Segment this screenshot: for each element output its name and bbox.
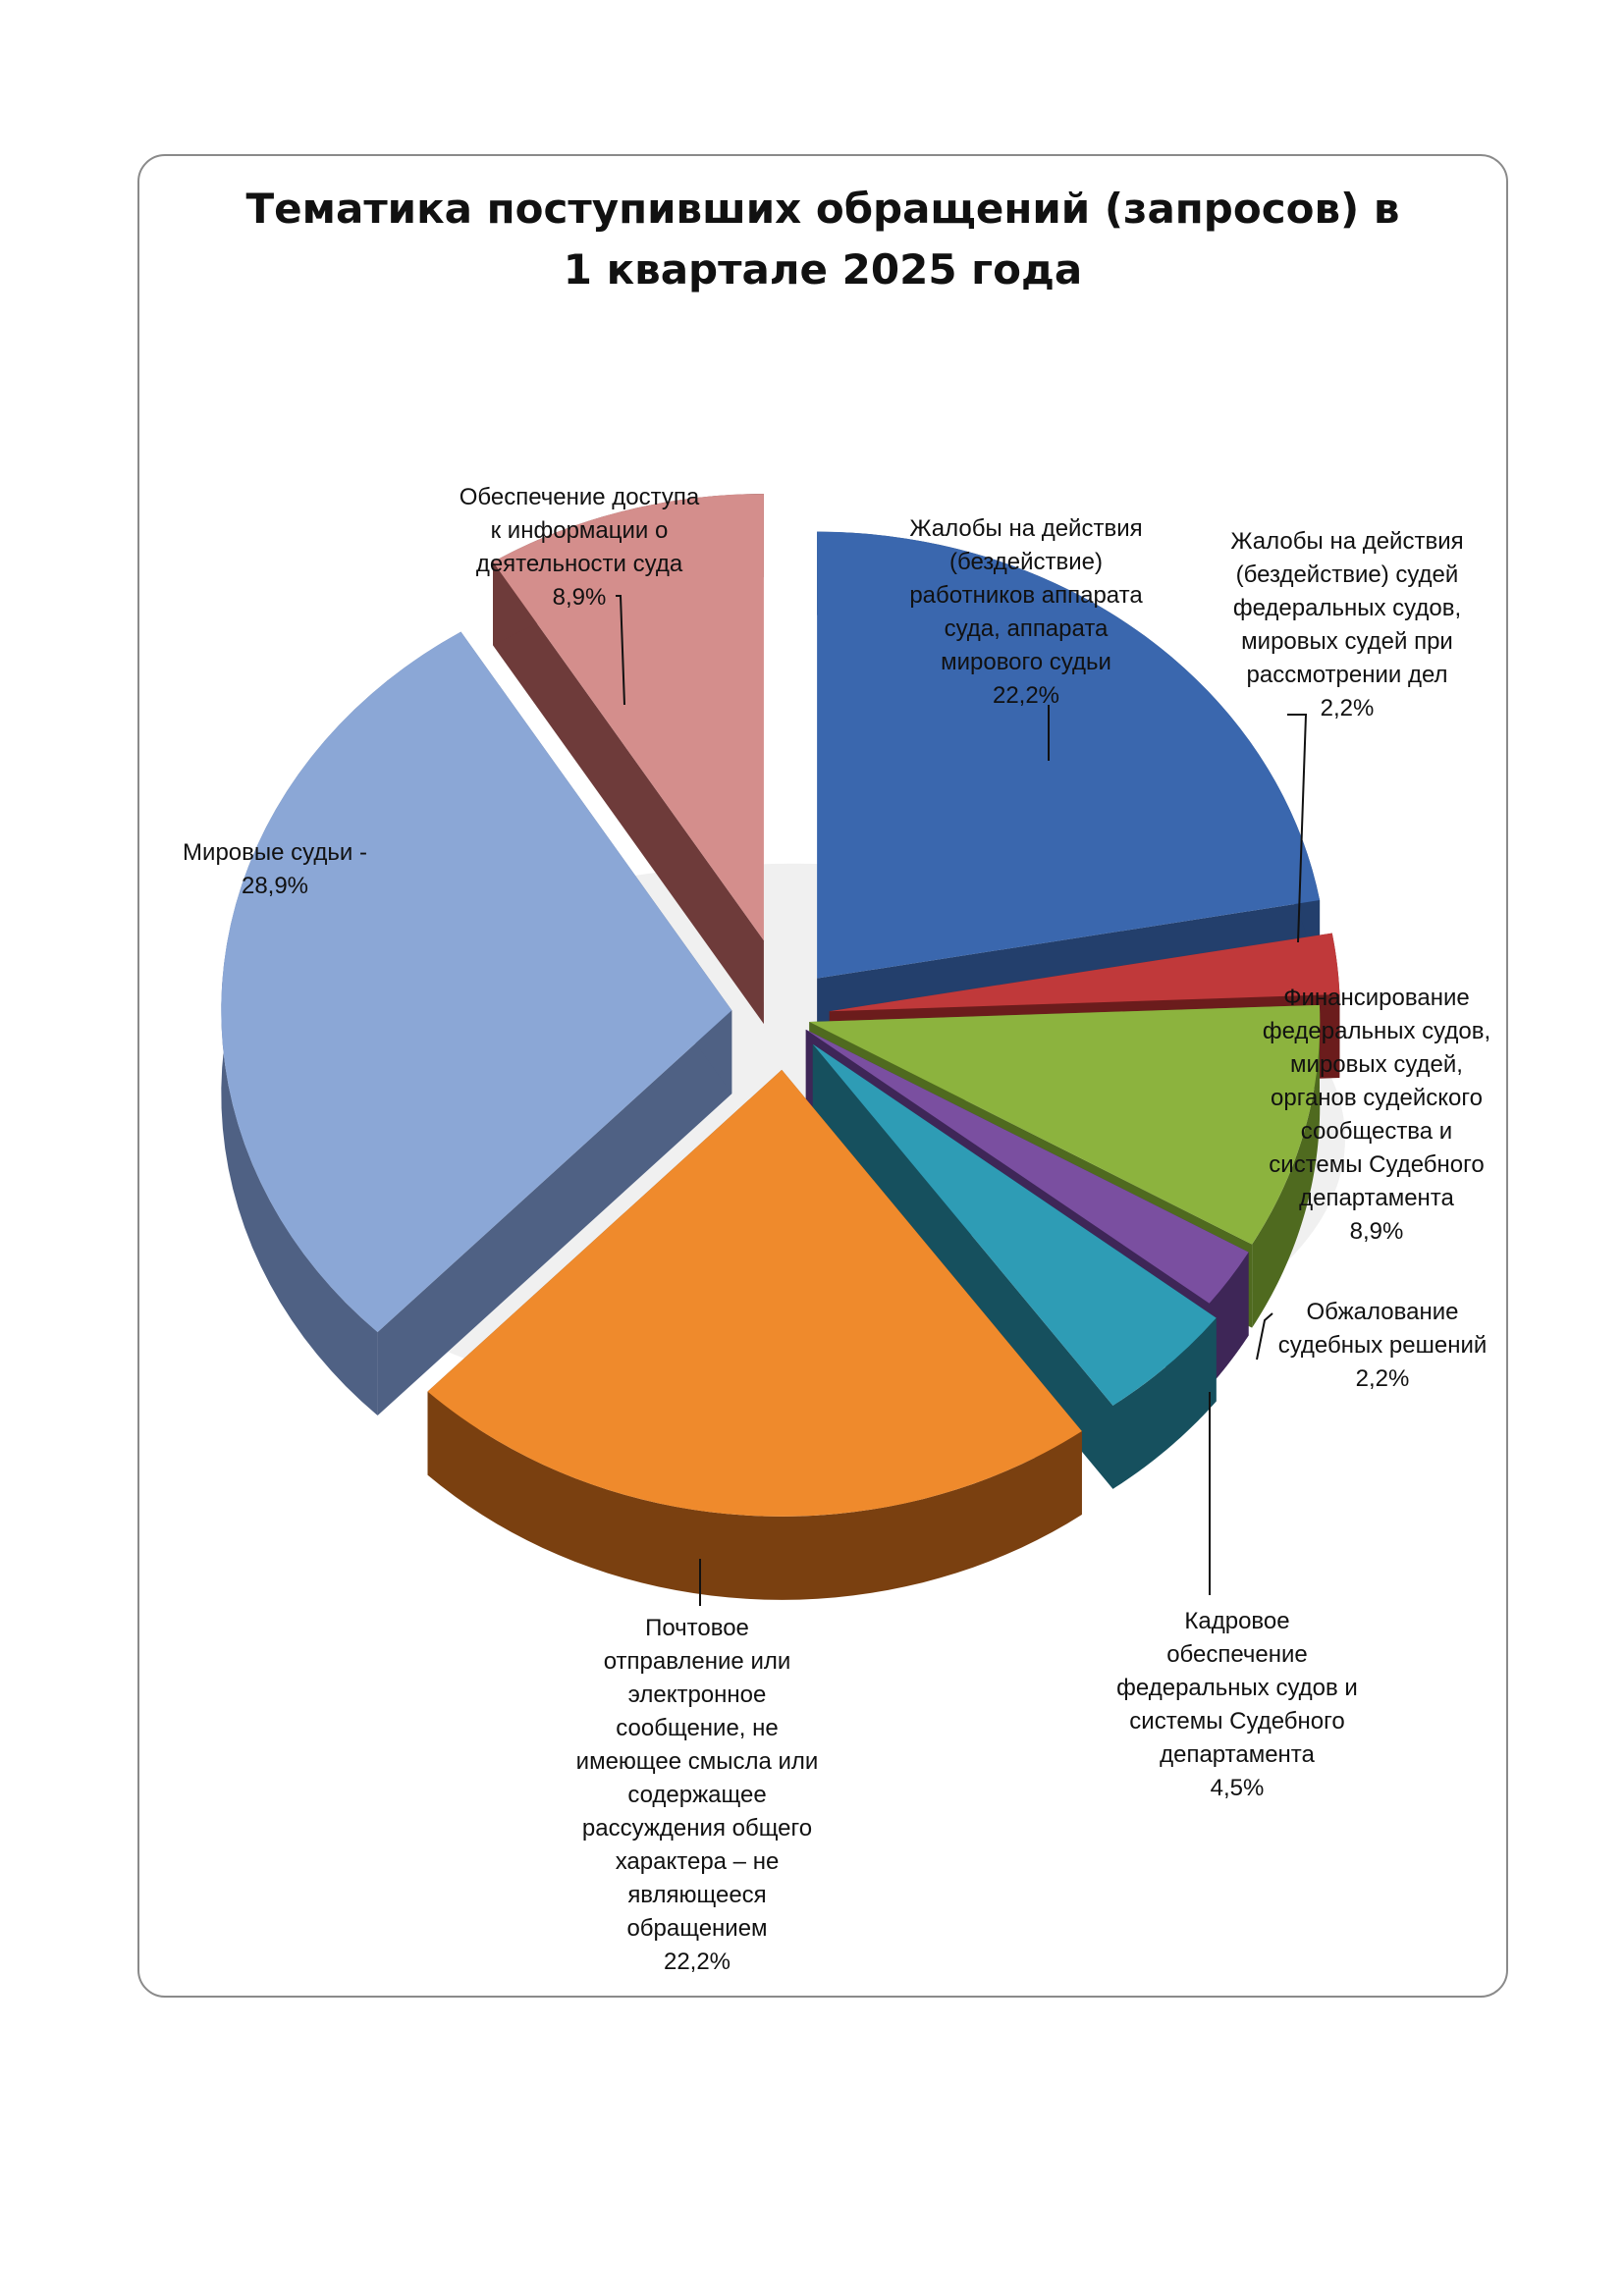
slice-value-label-3: 2,2% <box>1355 1365 1410 1392</box>
slice-label-3-line-1: судебных решений <box>1277 1332 1488 1359</box>
slice-label-3 <box>1255 1296 1510 1396</box>
slice-label-0-line-2: работников аппарата <box>909 582 1143 609</box>
slice-label-5-line-4: имеющее смысла или <box>575 1748 819 1775</box>
slice-label-1-line-3: мировых судей при <box>1241 628 1453 655</box>
slice-label-4-line-4: департамента <box>1160 1741 1315 1768</box>
slice-label-1-line-2: федеральных судов, <box>1232 595 1462 621</box>
slice-label-5-line-6: рассуждения общего <box>581 1815 813 1842</box>
slice-label-5-line-5: содержащее <box>627 1782 767 1808</box>
chart-title-line-2: 1 квартале 2025 года <box>563 245 1083 294</box>
slice-label-0-line-4: мирового судьи <box>941 649 1111 675</box>
slice-label-0-line-1: (бездействие) <box>948 549 1103 575</box>
slice-label-2-line-5: системы Судебного <box>1269 1151 1485 1178</box>
slice-label-6 <box>147 836 403 903</box>
slice-label-4-line-2: федеральных судов и <box>1116 1675 1358 1701</box>
slice-label-6-line-0: Мировые судьи - <box>183 839 367 866</box>
slice-label-2-line-3: органов судейского <box>1271 1085 1483 1111</box>
slice-label-7-line-2: деятельности суда <box>475 551 683 577</box>
slice-label-2-line-4: сообщества и <box>1300 1118 1453 1145</box>
slice-label-5-line-1: отправление или <box>603 1648 791 1675</box>
slice-value-label-2: 8,9% <box>1349 1218 1404 1245</box>
slice-label-5-line-2: электронное <box>627 1682 767 1708</box>
slice-value-label-5: 22,2% <box>663 1949 731 1975</box>
slice-value-label-6: 28,9% <box>241 873 309 899</box>
slice-label-4-line-3: системы Судебного <box>1129 1708 1345 1735</box>
slice-label-2-line-6: департамента <box>1299 1185 1454 1211</box>
slice-label-0 <box>879 512 1173 713</box>
slice-label-1-line-4: рассмотрении дел <box>1246 662 1448 688</box>
slice-label-5-line-3: сообщение, не <box>616 1715 779 1741</box>
slice-label-0-line-3: суда, аппарата <box>944 615 1109 642</box>
slice-label-3-line-0: Обжалование <box>1306 1299 1459 1325</box>
slice-label-4 <box>1095 1605 1380 1805</box>
slice-label-7-line-1: к информации о <box>490 517 669 544</box>
slice-label-5-line-7: характера – не <box>615 1848 780 1875</box>
slice-label-5-line-9: обращением <box>626 1915 768 1942</box>
slice-label-1 <box>1200 525 1494 725</box>
slice-label-5-line-8: являющееся <box>627 1882 767 1908</box>
chart-title-line-1: Тематика поступивших обращений (запросов) в <box>245 185 1400 233</box>
slice-label-5 <box>550 1612 844 1979</box>
slice-label-4-line-0: Кадровое <box>1184 1608 1290 1634</box>
slice-label-1-line-0: Жалобы на действия <box>1230 528 1464 555</box>
slice-label-4-line-1: обеспечение <box>1166 1641 1308 1668</box>
slice-label-5-line-0: Почтовое <box>645 1615 749 1641</box>
slice-label-2 <box>1239 982 1514 1249</box>
slice-label-0-line-0: Жалобы на действия <box>909 515 1143 542</box>
slice-label-7 <box>437 481 722 614</box>
slice-value-label-4: 4,5% <box>1210 1775 1265 1801</box>
slice-label-1-line-1: (бездействие) судей <box>1235 561 1459 588</box>
slice-label-7-line-0: Обеспечение доступа <box>459 484 700 510</box>
slice-label-2-line-2: мировых судей, <box>1290 1051 1463 1078</box>
slice-label-2-line-0: Финансирование <box>1283 985 1470 1011</box>
slice-value-label-1: 2,2% <box>1320 695 1375 721</box>
slice-value-label-0: 22,2% <box>992 682 1060 709</box>
slice-value-label-7: 8,9% <box>552 584 607 611</box>
slice-label-2-line-1: федеральных судов, <box>1262 1018 1491 1044</box>
